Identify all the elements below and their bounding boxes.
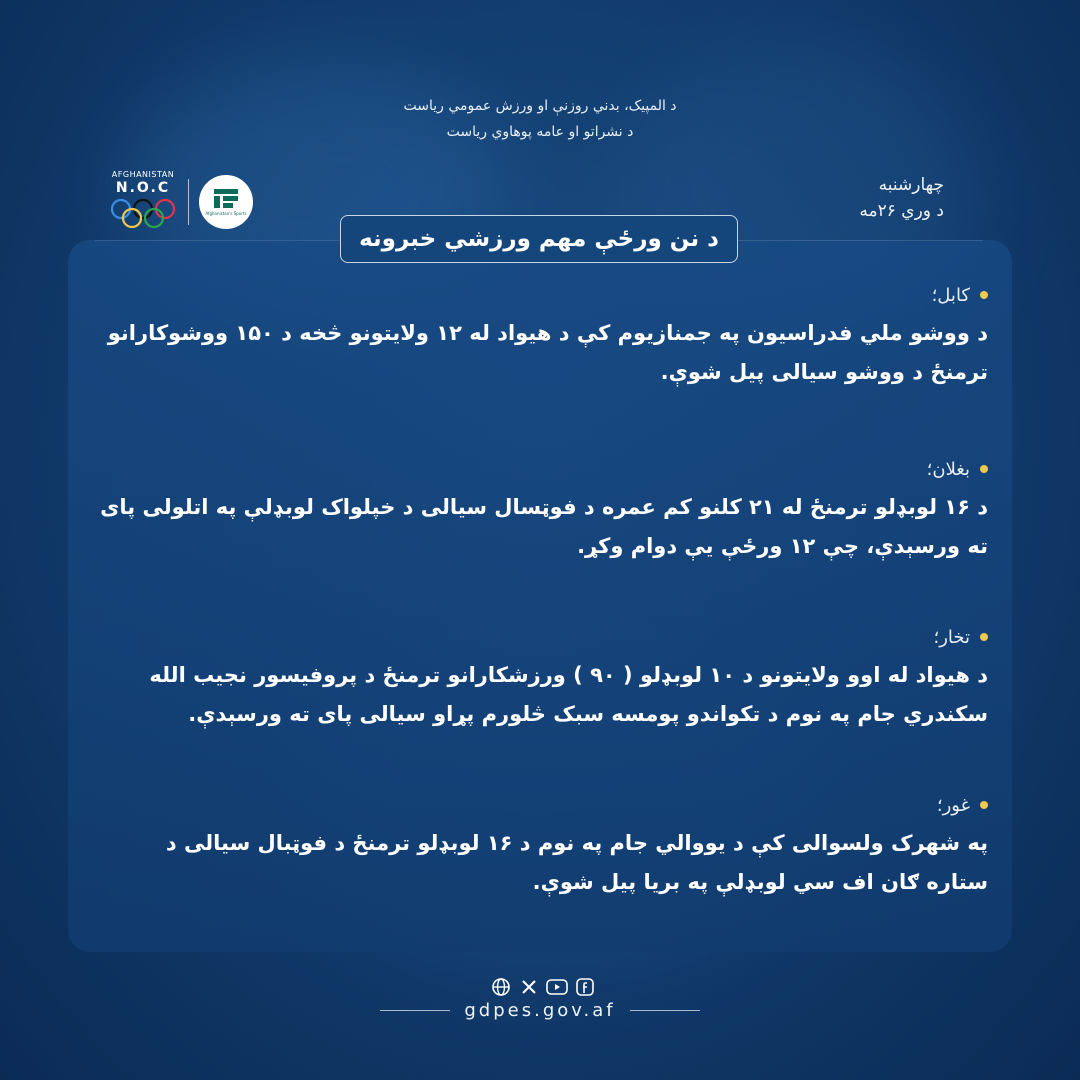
- olympic-rings-icon: [109, 196, 177, 230]
- logo-divider: [188, 179, 189, 225]
- news-item: [98, 624, 988, 734]
- news-text: د هیواد له اوو ولایتونو د ۱۰ لوبډلو ( ۹۰ ) ورزشکارانو ترمنځ د پروفیسور نجیب الله سکندري جام په نوم د تکواندو پومسه سبک څلورم پړاو سیالی پای ته ورسېدې.: [149, 663, 988, 726]
- date-day: د وري ۲۶مه: [859, 201, 944, 221]
- globe-icon[interactable]: [490, 976, 512, 998]
- sports-logo-name: Afghanistan's Sports: [205, 211, 247, 216]
- footer-rule-left: [380, 1010, 450, 1011]
- sports-emblem-icon: [199, 175, 253, 229]
- noc-country: AFGHANISTAN: [111, 170, 175, 179]
- noc-logo: [108, 170, 178, 234]
- facebook-icon[interactable]: [574, 976, 596, 998]
- social-links: [490, 976, 596, 998]
- bullet-dot-icon: [980, 291, 988, 299]
- footer-rule-right: [630, 1010, 700, 1011]
- news-place: غور؛: [936, 794, 970, 816]
- news-text: د ووشو ملي فدراسیون په جمنازیوم کې د هیواد له ۱۲ ولایتونو څخه د ۱۵۰ ووشوکارانو ترمنځ د ووشو سیالی پیل شوې.: [107, 321, 988, 384]
- news-place: تخار؛: [933, 626, 970, 648]
- bullet-dot-icon: [980, 465, 988, 473]
- date: [859, 172, 944, 224]
- footer: [0, 1000, 1080, 1021]
- website-link[interactable]: gdpes.gov.af: [464, 1000, 616, 1021]
- news-item: [98, 456, 988, 566]
- logos: [108, 170, 253, 234]
- news-text: د ۱۶ لوبډلو ترمنځ له ۲۱ کلنو کم عمره د فوټسال سیالی د خپلواک لوبډلې په اتلولی پای ته ورسېدې، چې ۱۲ ورځې یې دوام وکړ.: [100, 495, 988, 558]
- noc-name: N.O.C: [115, 180, 171, 196]
- youtube-icon[interactable]: [546, 976, 568, 998]
- bullet-dot-icon: [980, 801, 988, 809]
- sports-logo: [199, 175, 253, 229]
- header-line-1: د المپیک، بدني روزنې او ورزش عمومي ریاست: [403, 98, 677, 114]
- news-place: بغلان؛: [926, 458, 970, 480]
- news-item: [98, 282, 988, 392]
- news-text: په شهرک ولسوالی کې د یووالي جام په نوم د ۱۶ لوبډلو ترمنځ د فوټبال سیالی د ستاره ګان اف سي لوبډلې په بریا پیل شوې.: [165, 831, 988, 894]
- page-title: د نن ورځې مهم ورزشي خبرونه: [340, 215, 738, 263]
- news-place: کابل؛: [931, 284, 970, 306]
- header-line-2: د نشراتو او عامه پوهاوي ریاست: [446, 124, 634, 140]
- news-item: [98, 792, 988, 902]
- date-weekday: چهارشنبه: [878, 175, 944, 195]
- x-icon[interactable]: [518, 976, 540, 998]
- bullet-dot-icon: [980, 633, 988, 641]
